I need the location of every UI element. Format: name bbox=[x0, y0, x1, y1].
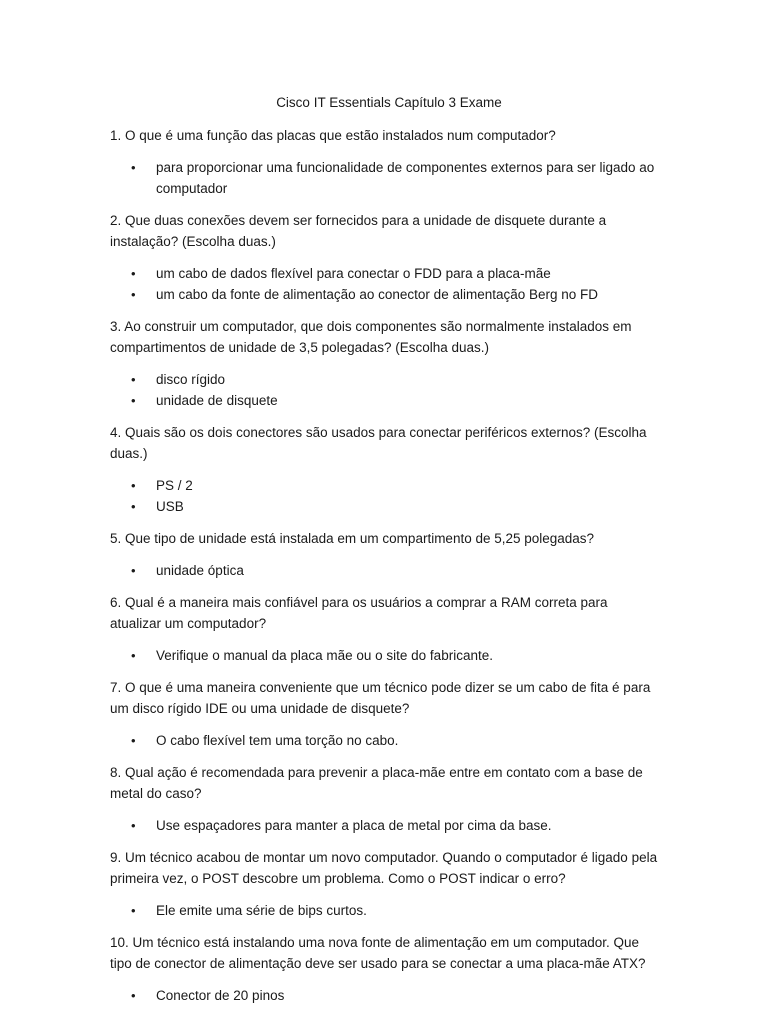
question-text: 2. Que duas conexões devem ser fornecidos para a unidade de disquete durante a instalação? (Escolha duas.) bbox=[110, 213, 607, 249]
question-text: 9. Um técnico acabou de montar um novo computador. Quando o computador é ligado pela primeira vez, o POST descobre um problema. Como o POST indicar o erro? bbox=[110, 850, 658, 886]
question-text: 1. O que é uma função das placas que estão instalados num computador? bbox=[110, 128, 556, 143]
bullet-icon: • bbox=[131, 733, 136, 748]
question-block bbox=[110, 677, 668, 751]
answer-list bbox=[110, 730, 668, 751]
answer-list bbox=[110, 369, 668, 411]
answer-list bbox=[110, 157, 668, 199]
question-block bbox=[110, 932, 668, 1006]
answer-text: Use espaçadores para manter a placa de metal por cima da base. bbox=[156, 818, 552, 833]
question-block bbox=[110, 592, 668, 666]
bullet-icon: • bbox=[131, 266, 136, 281]
answer-text: Ele emite uma série de bips curtos. bbox=[156, 903, 367, 918]
answer-text: O cabo flexível tem uma torção no cabo. bbox=[156, 733, 399, 748]
answer-item bbox=[110, 560, 658, 581]
answer-list bbox=[110, 985, 668, 1006]
question-block bbox=[110, 847, 668, 921]
bullet-icon: • bbox=[131, 648, 136, 663]
answer-list bbox=[110, 815, 668, 836]
answer-text: um cabo da fonte de alimentação ao conector de alimentação Berg no FD bbox=[156, 287, 599, 302]
bullet-icon: • bbox=[131, 160, 136, 175]
answer-text: disco rígido bbox=[156, 372, 226, 387]
question-block bbox=[110, 528, 668, 581]
answer-item bbox=[110, 475, 658, 496]
answer-list bbox=[110, 263, 668, 305]
bullet-icon: • bbox=[131, 818, 136, 833]
question-text: 8. Qual ação é recomendada para prevenir a placa-mãe entre em contato com a base de metal do caso? bbox=[110, 765, 643, 801]
answer-text: Verifique o manual da placa mãe ou o site do fabricante. bbox=[156, 648, 493, 663]
question-text: 7. O que é uma maneira conveniente que um técnico pode dizer se um cabo de fita é para um disco rígido IDE ou uma unidade de disquete? bbox=[110, 680, 651, 716]
question-text: 4. Quais são os dois conectores são usados para conectar periféricos externos? (Escolha duas.) bbox=[110, 425, 647, 461]
bullet-icon: • bbox=[131, 372, 136, 387]
question-text: 5. Que tipo de unidade está instalada em um compartimento de 5,25 polegadas? bbox=[110, 531, 595, 546]
answer-text: Conector de 20 pinos bbox=[156, 988, 285, 1003]
answer-text: USB bbox=[156, 499, 184, 514]
question-text: 3. Ao construir um computador, que dois componentes são normalmente instalados em compartimentos de unidade de 3,5 polegadas? (Escolha duas.) bbox=[110, 319, 632, 355]
answer-text: PS / 2 bbox=[156, 478, 193, 493]
bullet-icon: • bbox=[131, 563, 136, 578]
answer-item bbox=[110, 157, 658, 199]
answer-text: unidade óptica bbox=[156, 563, 244, 578]
answer-item bbox=[110, 730, 658, 751]
answer-item bbox=[110, 900, 658, 921]
answer-list bbox=[110, 475, 668, 517]
question-block bbox=[110, 210, 668, 305]
bullet-icon: • bbox=[131, 499, 136, 514]
bullet-icon: • bbox=[131, 393, 136, 408]
question-block bbox=[110, 422, 668, 517]
answer-item bbox=[110, 263, 658, 284]
bullet-icon: • bbox=[131, 287, 136, 302]
answer-list bbox=[110, 900, 668, 921]
answer-list bbox=[110, 560, 668, 581]
document-title: Cisco IT Essentials Capítulo 3 Exame bbox=[276, 95, 502, 110]
question-block bbox=[110, 125, 668, 199]
question-text: 6. Qual é a maneira mais confiável para os usuários a comprar a RAM correta para atualizar um computador? bbox=[110, 595, 608, 631]
answer-text: unidade de disquete bbox=[156, 393, 278, 408]
question-block bbox=[110, 762, 668, 836]
bullet-icon: • bbox=[131, 903, 136, 918]
answer-text: para proporcionar uma funcionalidade de componentes externos para ser ligado ao computador bbox=[156, 160, 655, 196]
answer-item bbox=[110, 284, 658, 305]
answer-item bbox=[110, 985, 658, 1006]
question-block bbox=[110, 316, 668, 411]
answer-text: um cabo de dados flexível para conectar o FDD para a placa-mãe bbox=[156, 266, 551, 281]
answer-item bbox=[110, 390, 658, 411]
bullet-icon: • bbox=[131, 478, 136, 493]
answer-item bbox=[110, 496, 658, 517]
question-text: 10. Um técnico está instalando uma nova fonte de alimentação em um computador. Que tipo de conector de alimentação deve ser usado para se conectar a uma placa-mãe ATX? bbox=[110, 935, 646, 971]
answer-item bbox=[110, 815, 658, 836]
bullet-icon: • bbox=[131, 988, 136, 1003]
answer-item bbox=[110, 645, 658, 666]
answer-list bbox=[110, 645, 668, 666]
answer-item bbox=[110, 369, 658, 390]
